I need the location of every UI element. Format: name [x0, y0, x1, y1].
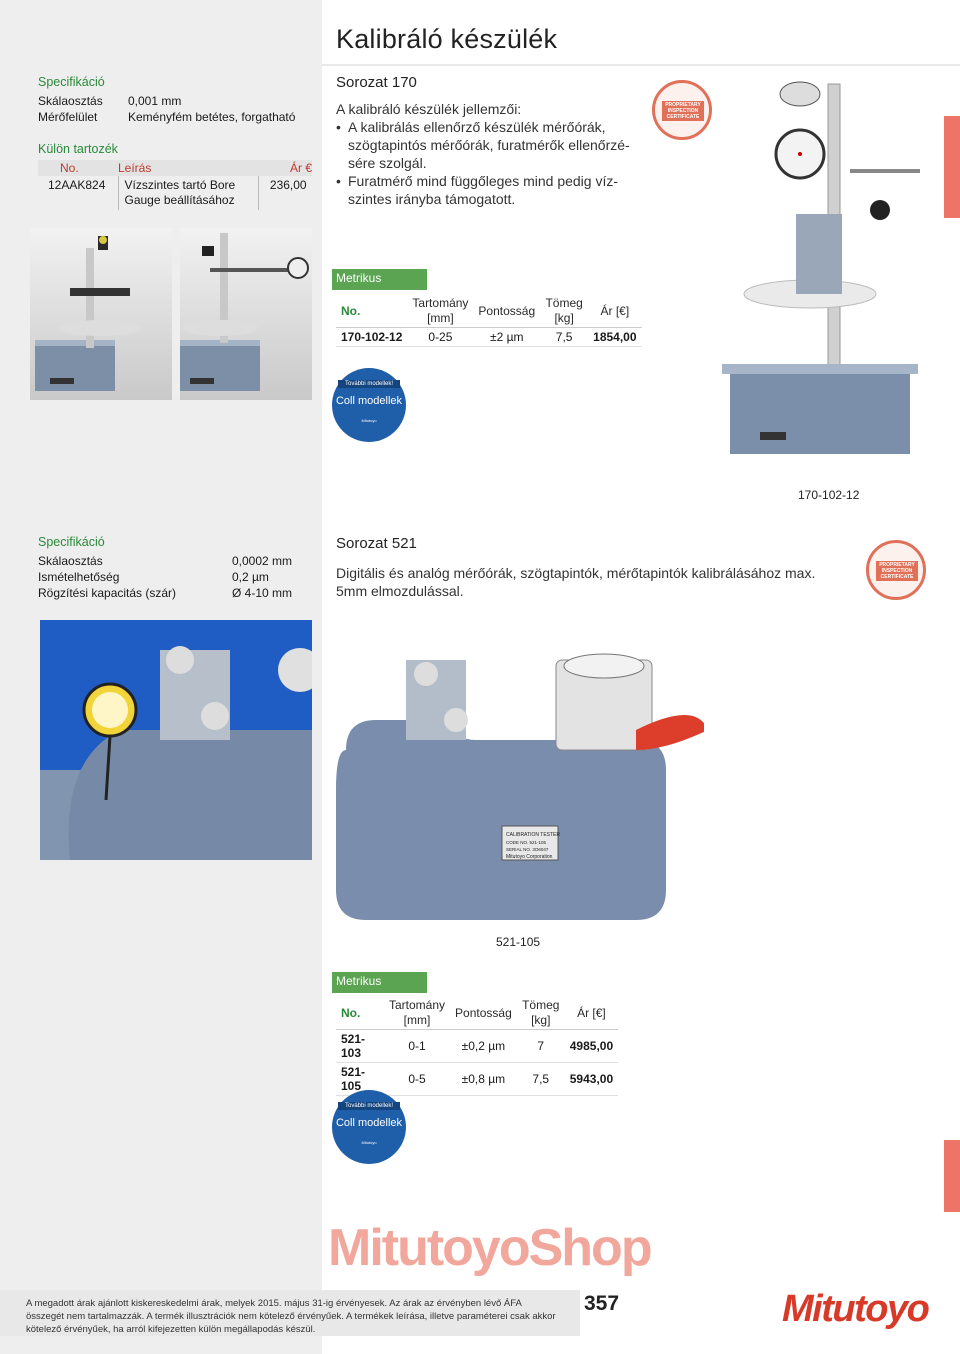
col-accuracy: Pontosság — [450, 997, 517, 1030]
spec-key: Ismételhetőség — [38, 570, 120, 584]
spec-row — [38, 585, 318, 601]
spec-heading: Specifikáció — [38, 75, 105, 89]
col-range: Tartomány [mm] — [384, 997, 450, 1030]
coll-models-badge-521[interactable]: További modellek! Coll modellek Mitutoyo — [332, 1090, 406, 1164]
spec-row — [38, 569, 318, 585]
col-range: Tartomány [mm] — [407, 295, 473, 328]
spec-row — [38, 109, 318, 125]
certificate-seal: PROPRIETARY INSPECTION CERTIFICATE — [652, 80, 712, 140]
product-table-521 — [336, 997, 618, 1096]
table-row: 521-105 0-5 ±0,8 µm 7,5 5943,00 — [336, 1063, 618, 1096]
label-plate-line: CODE NO. 521-105 — [506, 840, 547, 845]
sidebar-tab-marker — [944, 1140, 960, 1212]
coll-models-badge-170[interactable]: További modellek! Coll modellek Mitutoyo — [332, 368, 406, 442]
acc-price: 236,00 — [258, 176, 312, 210]
certificate-seal: PROPRIETARY INSPECTION CERTIFICATE — [866, 540, 926, 600]
list-item: • A kalibrálás ellenőrző készülék mérőórák, szögtapintós mérőórák, furatmérők ellenőrzé-sére szolgál. — [336, 118, 636, 172]
spec-block-170 — [38, 74, 318, 125]
col-no: No. — [60, 161, 79, 175]
col-no: No. — [336, 997, 384, 1030]
sidebar-tab-marker — [944, 116, 960, 218]
spec-key: Skálaosztás — [38, 94, 103, 108]
product-photo-170-b — [180, 228, 312, 400]
spec-block-521 — [38, 534, 318, 601]
series-170-description — [336, 100, 636, 208]
product-photo-521-main — [336, 640, 704, 930]
spec-key: Rögzítési kapacitás (szár) — [38, 586, 177, 600]
label-plate-line: CALIBRATION TESTER — [506, 832, 560, 838]
spec-row — [38, 93, 318, 109]
spec-row — [38, 553, 318, 569]
col-accuracy: Pontosság — [473, 295, 540, 328]
product-table-170 — [336, 295, 642, 347]
series-521-title: Sorozat 521 — [336, 535, 417, 552]
col-price: Ár [€] — [588, 295, 641, 328]
label-plate-line: SERIAL NO. 3O6047 — [506, 847, 549, 852]
photo-caption-170: 170-102-12 — [798, 488, 860, 502]
photo-caption-521: 521-105 — [496, 935, 541, 949]
footer-disclaimer: A megadott árak ajánlott kiskereskedelmi árak, melyek 2015. május 31-ig érvényesek. Az árak az érvényben lévő ÁFA összegét nem tartalmazzák. A termék illusztrációk nem kötelező érvényűek. A termékek leírása, illetve paraméterei csak akkor kötelező érvényűek, ha arról kifejezetten külön megállapodás készül. — [26, 1298, 556, 1335]
acc-desc: Vízszintes tartó Bore Gauge beállításához — [118, 176, 258, 210]
accessory-heading: Külön tartozék — [38, 142, 118, 156]
series-170-title: Sorozat 170 — [336, 74, 417, 91]
spec-value: 0,001 mm — [128, 94, 182, 108]
col-weight: Tömeg [kg] — [517, 997, 565, 1030]
title-divider — [322, 64, 960, 66]
spec-value: 0,0002 mm — [232, 554, 293, 568]
col-price: Ár € — [289, 161, 312, 175]
spec-value: 0,2 µm — [232, 570, 269, 584]
page-number: 357 — [584, 1292, 620, 1315]
product-photo-170-a — [30, 228, 172, 400]
spec-key: Skálaosztás — [38, 554, 103, 568]
spec-value: Keményfém betétes, forgatható — [128, 110, 296, 124]
series-521-description: Digitális és analóg mérőórák, szögtapintók, mérőtapintók kalibrálásához max. 5mm elmozdulással. — [336, 565, 816, 599]
metric-label-521: Metrikus — [332, 972, 427, 993]
col-price: Ár [€] — [565, 997, 618, 1030]
col-desc: Leírás — [118, 161, 152, 175]
accessory-table — [38, 160, 312, 210]
col-no: No. — [336, 295, 407, 328]
spec-heading: Specifikáció — [38, 535, 105, 549]
mitutoyo-shop-logo: MitutoyoShop — [328, 1219, 651, 1277]
acc-no: 12AAK824 — [48, 178, 106, 192]
product-photo-170-main — [700, 74, 932, 466]
page-title: Kalibráló készülék — [336, 24, 558, 54]
metric-label-170: Metrikus — [332, 269, 427, 290]
series-170-intro: A kalibráló készülék jellemzői: — [336, 101, 522, 117]
label-plate-line: Mitutoyo Corporation — [506, 854, 553, 860]
spec-key: Mérőfelület — [38, 110, 98, 124]
table-row — [38, 176, 312, 210]
table-row: 521-103 0-1 ±0,2 µm 7 4985,00 — [336, 1030, 618, 1063]
table-row: 170-102-12 0-25 ±2 µm 7,5 1854,00 — [336, 328, 642, 347]
mitutoyo-logo: Mitutoyo — [782, 1288, 929, 1330]
list-item: • Furatmérő mind függőleges mind pedig víz-szintes irányba támogatott. — [336, 172, 636, 208]
spec-value: Ø 4-10 mm — [232, 586, 293, 600]
col-weight: Tömeg [kg] — [540, 295, 588, 328]
product-photo-521-closeup — [40, 620, 312, 860]
